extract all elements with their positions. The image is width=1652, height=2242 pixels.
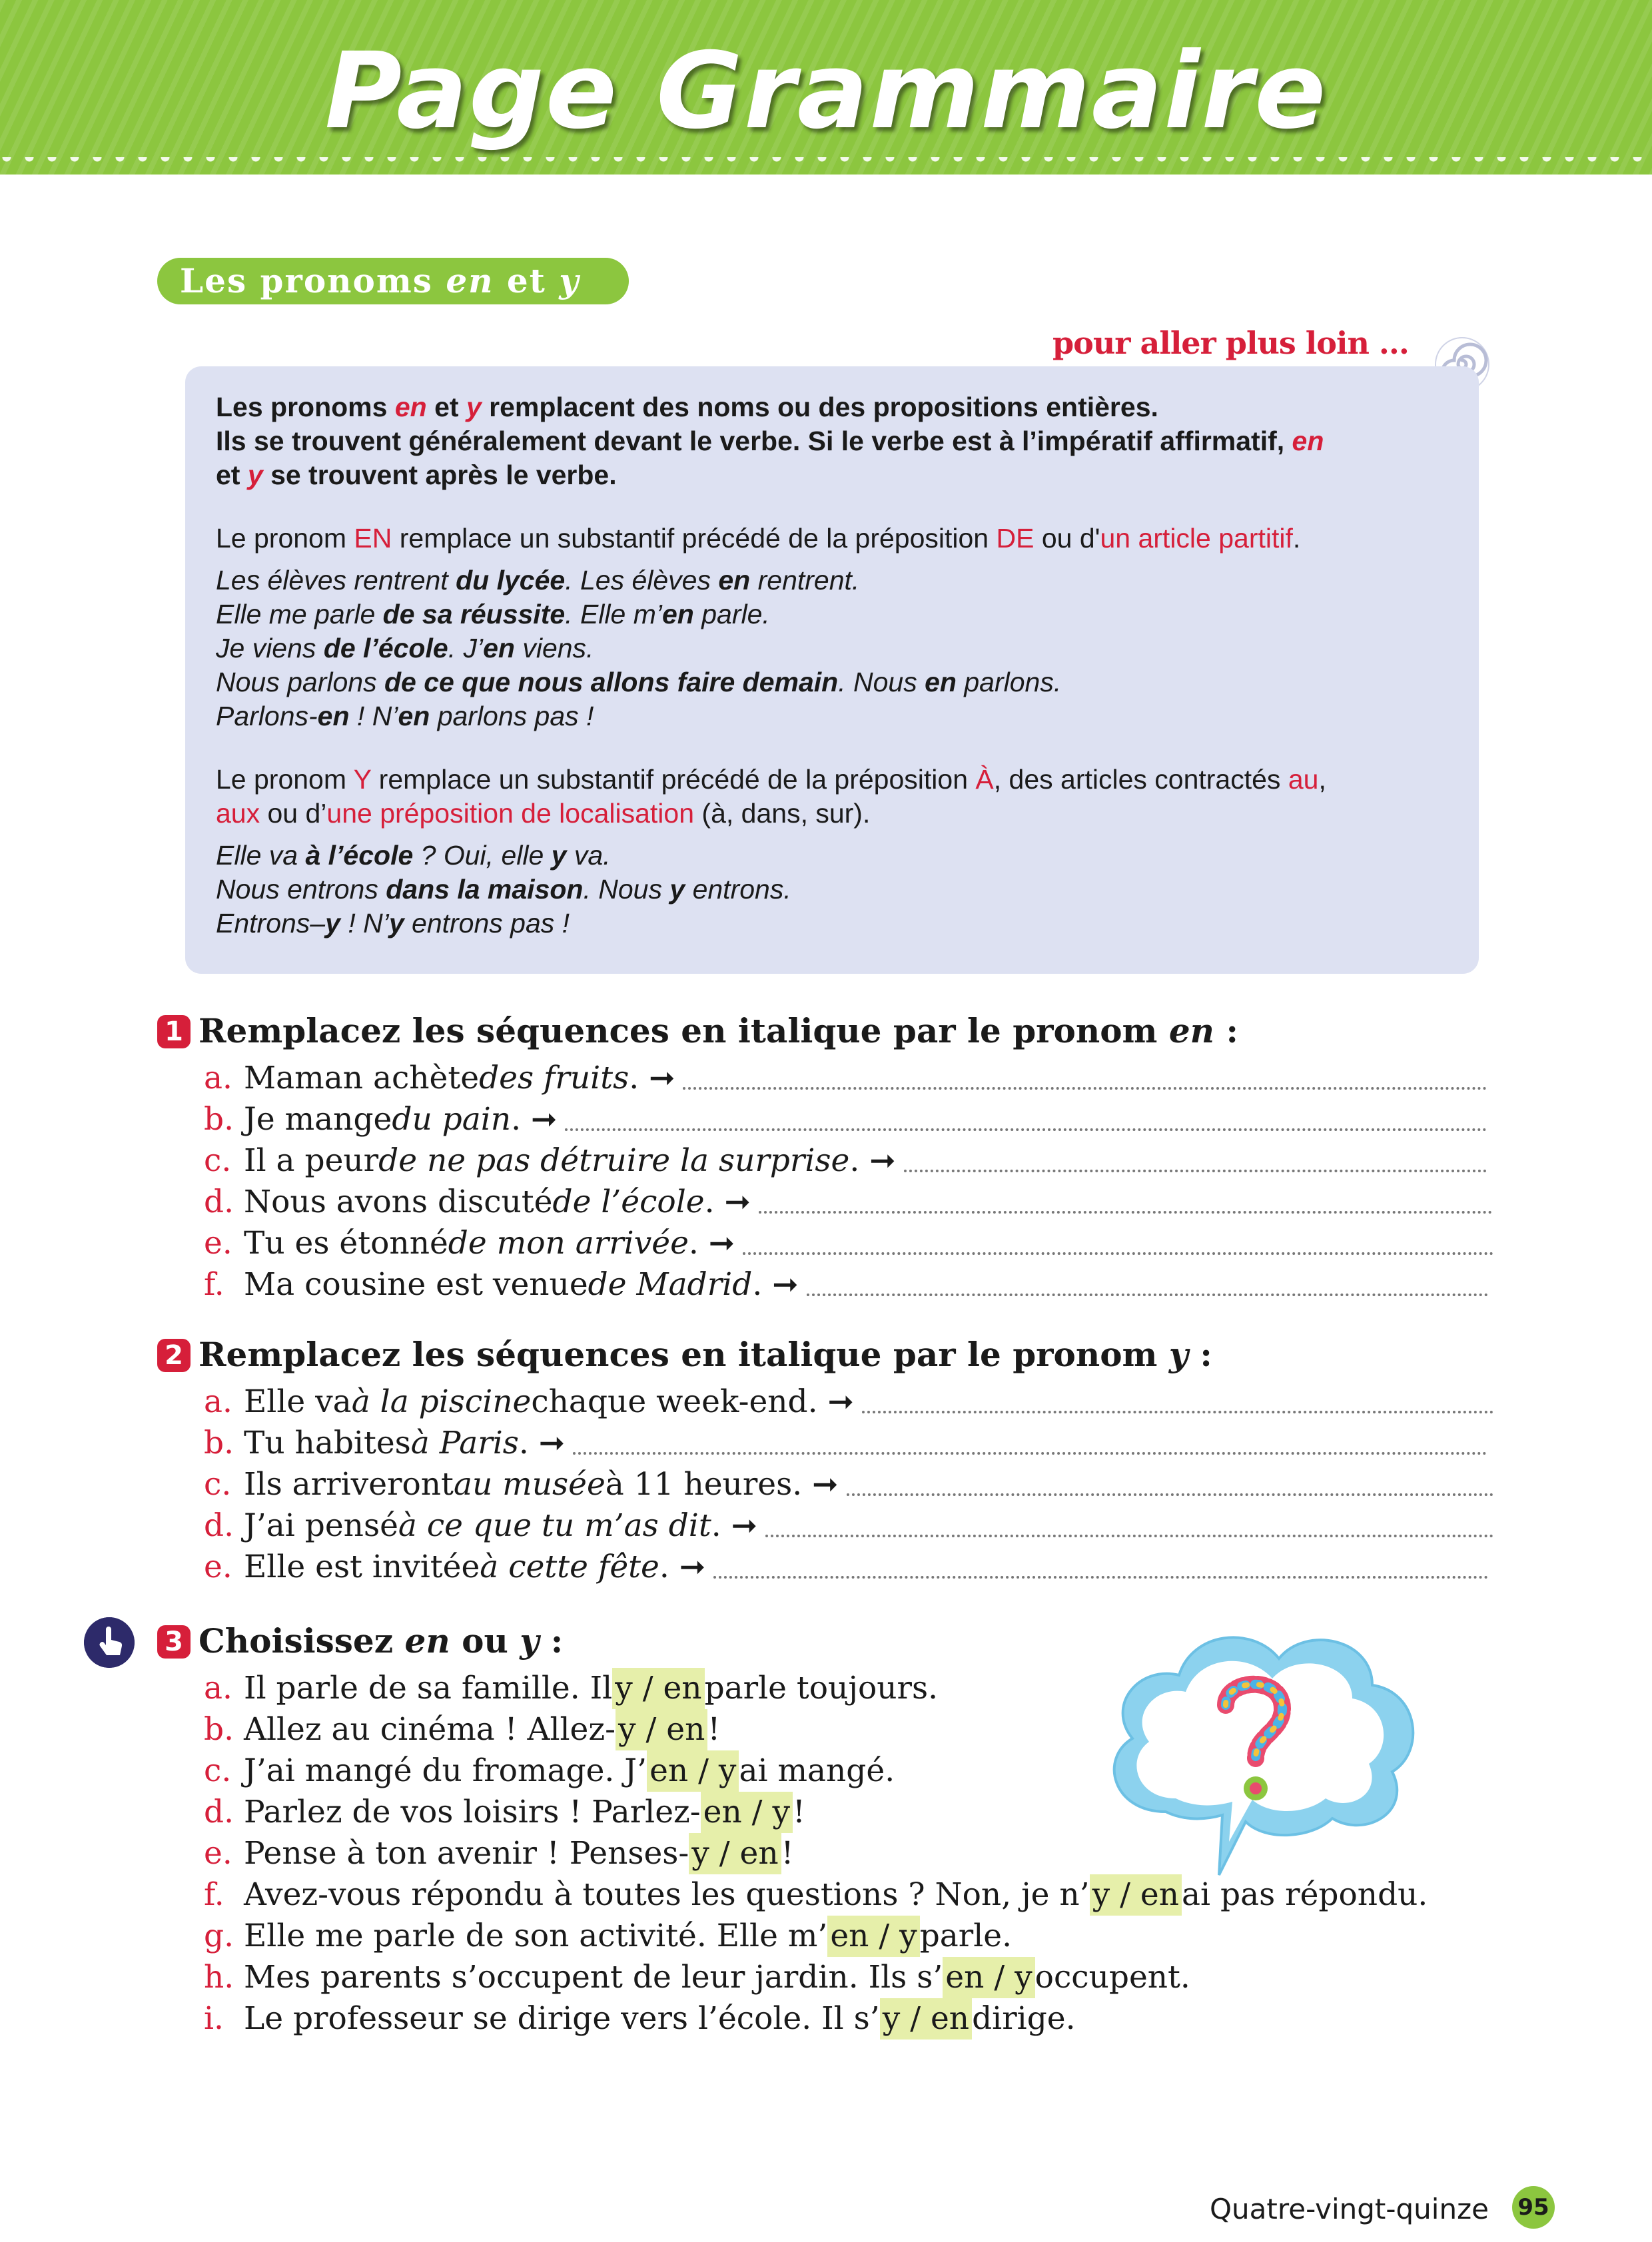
choice-highlight[interactable]: en / y	[827, 1916, 919, 1957]
page-number-words: Quatre-vingt-quinze	[1210, 2193, 1489, 2225]
answer-line[interactable]	[713, 1547, 1488, 1579]
answer-line[interactable]	[765, 1505, 1493, 1537]
answer-line[interactable]	[904, 1140, 1487, 1172]
exercise-3-item-a: a. Il parle de sa famille. Il y / en parle toujours.	[204, 1668, 938, 1709]
exercise-1-item-e: e. Tu es étonné de mon arrivée . ➞	[204, 1223, 1493, 1264]
choice-highlight[interactable]: en / y	[647, 1750, 739, 1792]
pill-text: Les pronoms	[180, 261, 446, 300]
en-rule: Le pronom EN remplace un substantif précédé de la préposition DE ou d'un article partitif.	[216, 523, 1301, 554]
y-rule-1: Le pronom Y remplace un substantif précédé de la préposition À, des articles contractés au,	[216, 764, 1326, 795]
exercise-2-item-c: c. Ils arriveront au musée à 11 heures. ➞	[204, 1464, 1493, 1505]
exercise-3-item-i: i. Le professeur se dirige vers l’école. Il s’ y / en dirige.	[204, 1998, 1076, 2040]
exercise-2-item-a: a. Elle va à la piscine chaque week-end. ➞	[204, 1381, 1493, 1423]
exercise-1-item-f: f. Ma cousine est venue de Madrid . ➞	[204, 1264, 1488, 1306]
rule-box	[185, 366, 1479, 974]
exercise-1-title: 1 Remplacez les séquences en italique par le pronom en :	[157, 1011, 1238, 1051]
hand-pointer-icon[interactable]	[84, 1617, 135, 1668]
exercise-number: 3	[157, 1625, 191, 1659]
answer-line[interactable]	[862, 1381, 1493, 1413]
exercise-2-item-b: b. Tu habites à Paris . ➞	[204, 1423, 1487, 1464]
pill-mid: et	[494, 261, 560, 300]
choice-highlight[interactable]: y / en	[1090, 1874, 1182, 1916]
en-example: Les élèves rentrent du lycée. Les élèves en rentrent.	[216, 565, 860, 595]
answer-line[interactable]	[847, 1464, 1494, 1496]
exercise-2-item-d: d. J’ai pensé à ce que tu m’as dit . ➞	[204, 1505, 1493, 1547]
answer-line[interactable]	[683, 1058, 1487, 1090]
choice-highlight[interactable]: en / y	[943, 1957, 1034, 1998]
page-title: Page Grammaire	[324, 30, 1328, 153]
answer-line[interactable]	[743, 1223, 1493, 1255]
pill-en: en	[446, 261, 494, 300]
exercise-3-item-e: e. Pense à ton avenir ! Penses- y / en !	[204, 1833, 794, 1874]
choice-highlight[interactable]: y / en	[612, 1668, 704, 1709]
en-example: Parlons-en ! N’en parlons pas !	[216, 701, 594, 731]
y-example: Elle va à l’école ? Oui, elle y va.	[216, 840, 611, 871]
exercise-3-item-c: c. J’ai mangé du fromage. J’ en / y ai mangé.	[204, 1750, 895, 1792]
exercise-3-item-d: d. Parlez de vos loisirs ! Parlez- en / y !	[204, 1792, 805, 1833]
exercise-1-item-d: d. Nous avons discuté de l’école . ➞	[204, 1182, 1492, 1223]
exercise-number: 2	[157, 1339, 191, 1372]
choice-highlight[interactable]: y / en	[880, 1998, 972, 2040]
exercise-2-title: 2 Remplacez les séquences en italique par le pronom y :	[157, 1335, 1212, 1375]
pill-y: y	[559, 261, 580, 300]
section-pill	[157, 258, 629, 304]
answer-line[interactable]	[573, 1423, 1487, 1455]
answer-line[interactable]	[807, 1264, 1488, 1296]
answer-line[interactable]	[759, 1182, 1492, 1214]
answer-line[interactable]	[565, 1099, 1487, 1131]
choice-highlight[interactable]: y / en	[616, 1709, 707, 1750]
page-number-badge: 95	[1512, 2186, 1555, 2229]
exercise-1-item-b: b. Je mange du pain . ➞	[204, 1099, 1487, 1140]
title-banner	[0, 0, 1652, 175]
rule-line-2: Ils se trouvent généralement devant le verbe. Si le verbe est à l’impératif affirmatif, en	[216, 426, 1324, 456]
y-example: Nous entrons dans la maison. Nous y entrons.	[216, 874, 791, 905]
choice-highlight[interactable]: en / y	[701, 1792, 793, 1833]
y-example: Entrons–y ! N’y entrons pas !	[216, 908, 570, 938]
exercise-2-item-e: e. Elle est invitée à cette fête . ➞	[204, 1547, 1488, 1588]
exercise-3-item-h: h. Mes parents s’occupent de leur jardin. Ils s’ en / y occupent.	[204, 1957, 1190, 1998]
rule-line-3: et y se trouvent après le verbe.	[216, 460, 617, 490]
exercise-1-item-a: a. Maman achète des fruits . ➞	[204, 1058, 1487, 1099]
rule-line-1: Les pronoms en et y remplacent des noms ou des propositions entières.	[216, 392, 1158, 422]
exercise-1-item-c: c. Il a peur de ne pas détruire la surprise . ➞	[204, 1140, 1487, 1182]
banner-edge	[0, 157, 1652, 175]
exercise-3-item-b: b. Allez au cinéma ! Allez- y / en !	[204, 1709, 720, 1750]
more-label: pour aller plus loin …	[1052, 325, 1409, 361]
en-example: Elle me parle de sa réussite. Elle m’en parle.	[216, 599, 770, 629]
exercise-3-item-g: g. Elle me parle de son activité. Elle m’ en / y parle.	[204, 1916, 1012, 1957]
en-example: Je viens de l’école. J’en viens.	[216, 633, 594, 663]
exercise-3-item-f: f. Avez-vous répondu à toutes les questions ? Non, je n’ y / en ai pas répondu.	[204, 1874, 1428, 1916]
exercise-number: 1	[157, 1015, 191, 1048]
choice-highlight[interactable]: y / en	[689, 1833, 781, 1874]
y-rule-2: aux ou d’une préposition de localisation (à, dans, sur).	[216, 798, 871, 829]
question-cloud-icon	[1086, 1612, 1432, 1878]
en-example: Nous parlons de ce que nous allons faire demain. Nous en parlons.	[216, 667, 1062, 697]
exercise-3-title: 3 Choisissez en ou y :	[157, 1621, 563, 1661]
